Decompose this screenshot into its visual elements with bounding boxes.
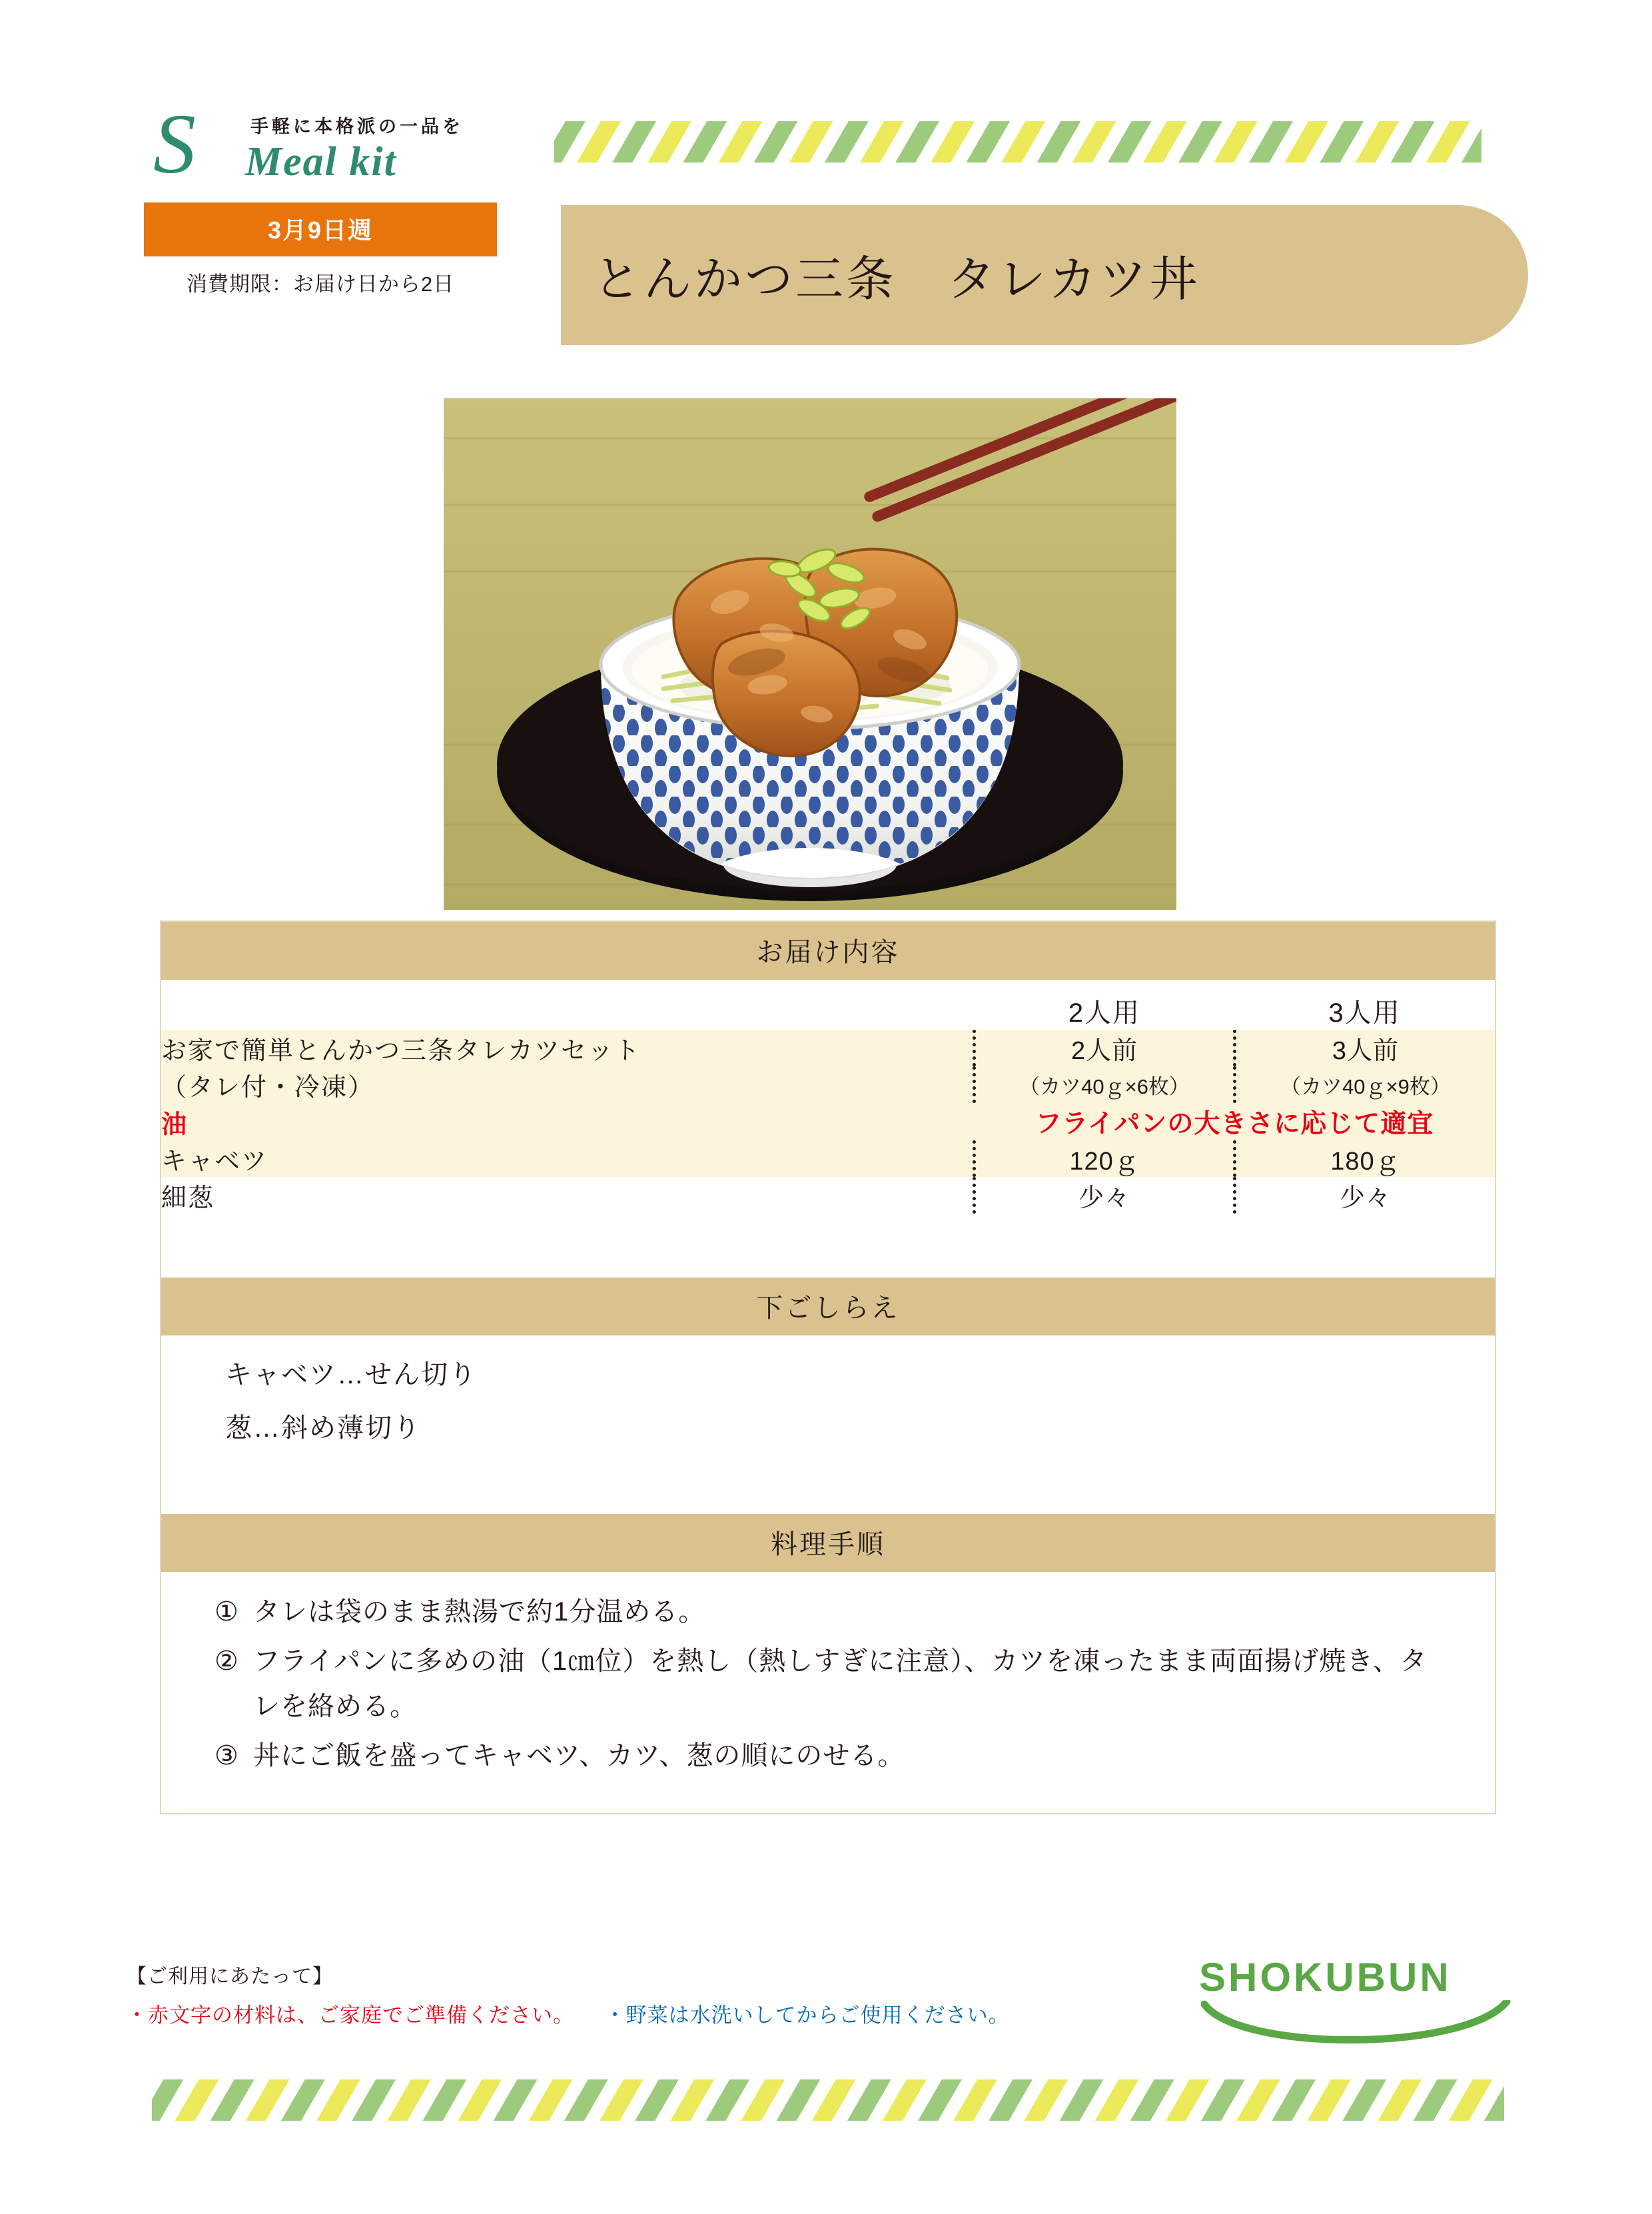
dish-photo xyxy=(444,398,1176,910)
shokubun-swoosh-icon xyxy=(1199,2000,1512,2047)
table-row xyxy=(161,1103,1495,1140)
week-badge: 3月9日週 xyxy=(144,202,497,256)
top-stripe-decoration xyxy=(554,121,1481,163)
step-number: ② xyxy=(214,1647,239,1676)
ingredient-qty-2: 少々 xyxy=(975,1177,1235,1214)
table-header-row xyxy=(161,992,1495,1030)
dish-photo-illustration xyxy=(444,398,1176,910)
prep-line: キャベツ…せん切り xyxy=(225,1360,477,1389)
section-heading-delivery: お届け内容 xyxy=(161,922,1495,980)
logo-row xyxy=(144,97,497,193)
recipe-title-banner xyxy=(561,205,1528,345)
ingredient-qty-span: フライパンの大きさに応じて適宜 xyxy=(975,1103,1495,1140)
step-number: ③ xyxy=(214,1741,239,1770)
brand-tagline: 手軽に本格派の一品を xyxy=(250,117,464,137)
shokubun-logo xyxy=(1199,1954,1519,2054)
logo-letter-s: S xyxy=(153,97,196,191)
section-heading-steps: 料理手順 xyxy=(161,1514,1495,1572)
bottom-stripe-decoration xyxy=(152,2079,1504,2121)
ingredient-subnote-2: （カツ40ｇ×6枚） xyxy=(975,1066,1235,1103)
brand-name: Meal kit xyxy=(245,139,397,184)
stripe-pattern xyxy=(554,121,1481,163)
column-header-2servings: 2人用 xyxy=(975,992,1235,1030)
ingredient-subnote-3: （カツ40ｇ×9枚） xyxy=(1234,1066,1495,1103)
ingredient-qty-3: 180ｇ xyxy=(1234,1140,1495,1177)
brand-block xyxy=(144,97,497,297)
column-header-3servings: 3人用 xyxy=(1234,992,1495,1030)
prep-line: 葱…斜め薄切り xyxy=(225,1413,421,1443)
step-item xyxy=(214,1589,1435,1635)
section-heading-prep: 下ごしらえ xyxy=(161,1278,1495,1335)
ingredient-qty-3: 3人前 xyxy=(1234,1030,1495,1066)
table-row xyxy=(161,1066,1495,1103)
step-item xyxy=(214,1639,1435,1729)
ingredient-name: 油 xyxy=(161,1103,975,1140)
footer-title: 【ご利用にあたって】 xyxy=(127,1966,333,1988)
shokubun-wordmark: SHOKUBUN xyxy=(1199,1955,1451,2000)
table-row-spacer xyxy=(161,1214,1495,1278)
step-text: タレは袋のまま熱湯で約1分温める。 xyxy=(253,1597,706,1627)
ingredient-name: キャベツ xyxy=(161,1140,975,1177)
step-item xyxy=(214,1733,1435,1778)
ingredient-name: お家で簡単とんかつ三条タレカツセット xyxy=(161,1030,975,1066)
ingredient-qty-2: 120ｇ xyxy=(975,1140,1235,1177)
footer-note-red: ・赤文字の材料は、ご家庭でご準備ください。 xyxy=(127,2004,574,2027)
step-text: フライパンに多めの油（1㎝位）を熱し（熱しすぎに注意）、カツを凍ったまま両面揚げ焼き、タレを絡める。 xyxy=(253,1647,1428,1721)
ingredient-qty-3: 少々 xyxy=(1234,1177,1495,1214)
stripe-pattern xyxy=(152,2079,1504,2121)
table-row xyxy=(161,1177,1495,1214)
ingredient-name: 細葱 xyxy=(161,1184,215,1212)
steps-body xyxy=(161,1572,1495,1813)
expiry-note: 消費期限：お届け日から2日 xyxy=(186,272,455,296)
step-number: ① xyxy=(214,1597,239,1627)
table-row-spacer xyxy=(161,980,1495,992)
ingredients-table xyxy=(161,980,1495,1278)
page-title: とんかつ三条 タレカツ丼 xyxy=(593,253,1201,306)
prep-body xyxy=(161,1335,1495,1514)
ingredient-qty-2: 2人前 xyxy=(975,1030,1235,1066)
recipe-card xyxy=(160,921,1496,1814)
table-row xyxy=(161,1140,1495,1177)
footer-note-blue: ・野菜は水洗いしてからご使用ください。 xyxy=(604,2004,1010,2027)
table-row xyxy=(161,1030,1495,1066)
ingredient-name-line2: （タレ付・冷凍） xyxy=(161,1066,975,1103)
step-text: 丼にご飯を盛ってキャベツ、カツ、葱の順にのせる。 xyxy=(253,1741,905,1770)
